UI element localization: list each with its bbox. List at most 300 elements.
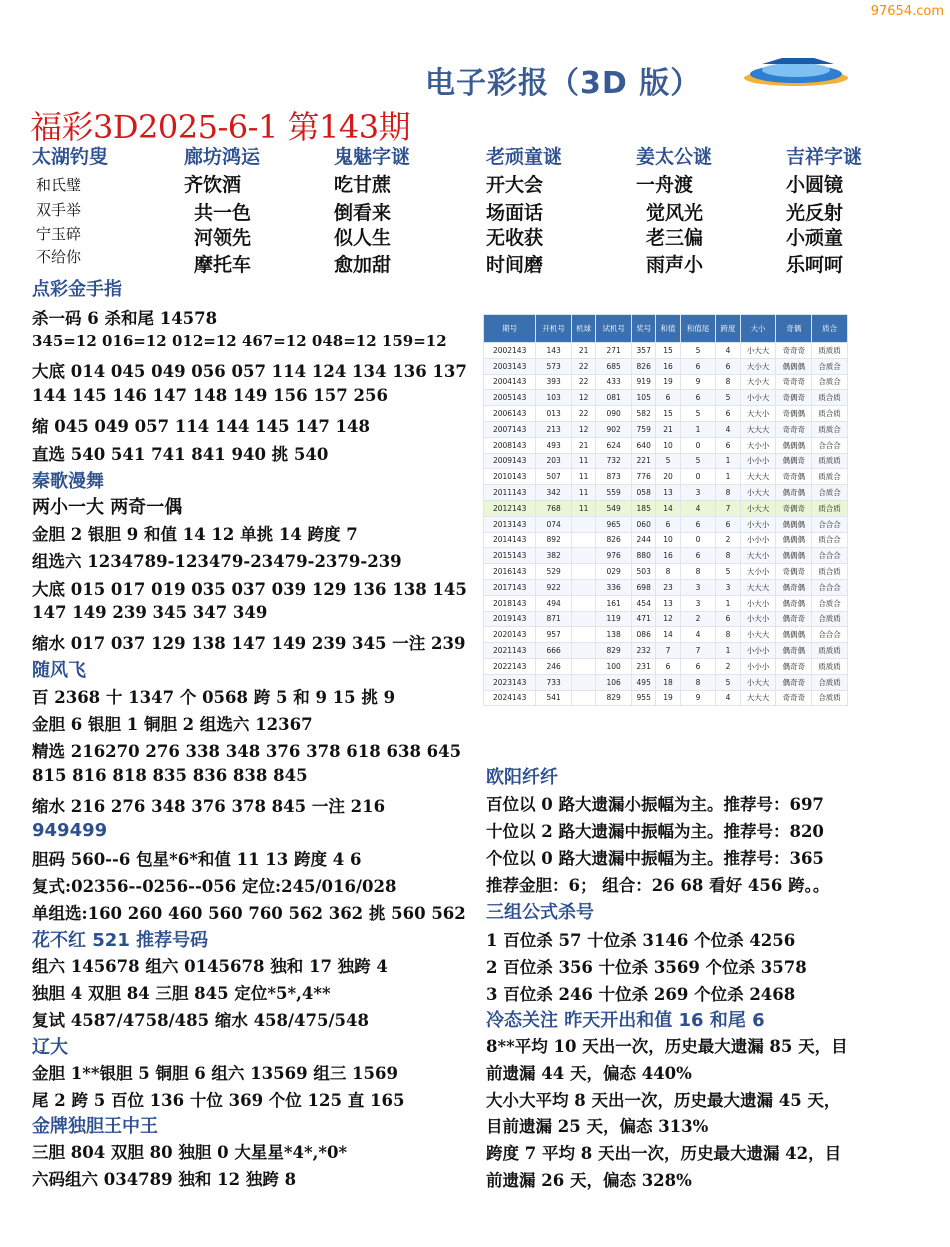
riddle-line: 和氏璧 — [36, 176, 82, 194]
table-cell: 3 — [716, 579, 740, 595]
table-cell: 偶偶偶 — [776, 358, 812, 374]
table-cell: 合合合 — [812, 579, 848, 595]
table-cell: 698 — [632, 579, 656, 595]
table-row — [484, 690, 848, 706]
table-cell: 246 — [536, 658, 572, 674]
table-cell: 偶奇奇 — [776, 611, 812, 627]
table-cell: 质质质 — [812, 658, 848, 674]
table-cell: 8 — [716, 485, 740, 501]
table-cell: 奇偶奇 — [776, 500, 812, 516]
table-cell: 14 — [656, 500, 680, 516]
table-cell: 4 — [680, 500, 716, 516]
table-cell: 大大大 — [740, 690, 776, 706]
table-cell: 偶偶奇 — [776, 453, 812, 469]
table-cell: 829 — [596, 690, 632, 706]
table-cell: 454 — [632, 595, 656, 611]
table-cell: 合质质 — [812, 674, 848, 690]
table-cell: 合质合 — [812, 485, 848, 501]
table-cell: 偶偶偶 — [776, 516, 812, 532]
table-cell: 8 — [716, 627, 740, 643]
table-cell: 偶奇偶 — [776, 595, 812, 611]
table-cell: 6 — [716, 437, 740, 453]
table-cell: 0 — [680, 437, 716, 453]
table-cell: 11 — [572, 500, 596, 516]
table-cell: 244 — [632, 532, 656, 548]
table-cell: 合质合 — [812, 358, 848, 374]
table-row — [484, 500, 848, 516]
section-line: 组选六 1234789-123479-23479-2379-239 — [32, 552, 402, 571]
table-cell: 质合合 — [812, 532, 848, 548]
table-cell: 471 — [632, 611, 656, 627]
table-cell: 合合合 — [812, 516, 848, 532]
table-row — [484, 406, 848, 422]
riddle-title-2: 廊坊鸿运 — [184, 146, 261, 168]
table-cell: 2020143 — [484, 627, 536, 643]
section-line: 金胆 1**银胆 5 铜胆 6 组六 13569 组三 1569 — [32, 1064, 398, 1083]
table-cell: 2019143 — [484, 611, 536, 627]
table-cell: 小小大 — [740, 390, 776, 406]
table-cell: 2003143 — [484, 358, 536, 374]
table-cell: 7 — [656, 643, 680, 659]
table-cell: 4 — [716, 690, 740, 706]
table-cell: 质合质 — [812, 564, 848, 580]
table-cell: 21 — [572, 437, 596, 453]
section-title: 949499 — [32, 820, 108, 841]
table-cell: 382 — [536, 548, 572, 564]
table-cell: 偶奇偶 — [776, 579, 812, 595]
table-cell: 871 — [536, 611, 572, 627]
table-cell: 342 — [536, 485, 572, 501]
section-line: 个位以 0 路大遗漏中振幅为主。推荐号：365 — [486, 849, 824, 868]
table-cell: 922 — [536, 579, 572, 595]
table-cell: 2024143 — [484, 690, 536, 706]
table-cell: 1 — [716, 595, 740, 611]
riddle-line: 共一色 — [194, 202, 252, 224]
section-line: 独胆 4 双胆 84 三胆 845 定位*5*,4** — [32, 984, 331, 1003]
table-cell: 2005143 — [484, 390, 536, 406]
table-cell: 奇奇奇 — [776, 690, 812, 706]
table-cell: 3 — [680, 595, 716, 611]
section-line: 前遗漏 44 天，偏态 440% — [486, 1064, 692, 1083]
table-cell: 6 — [716, 516, 740, 532]
table-cell: 小小小 — [740, 532, 776, 548]
issue-title: 福彩3D2025-6-1 第143期 — [30, 108, 411, 146]
table-cell: 6 — [716, 358, 740, 374]
table-cell: 2021143 — [484, 643, 536, 659]
table-cell — [572, 658, 596, 674]
table-cell: 5 — [716, 674, 740, 690]
table-cell: 185 — [632, 500, 656, 516]
riddle-line: 雨声小 — [646, 254, 704, 276]
table-cell: 221 — [632, 453, 656, 469]
table-cell: 奇奇奇 — [776, 343, 812, 359]
table-cell: 大小大 — [740, 374, 776, 390]
table-cell: 3 — [680, 579, 716, 595]
table-cell: 小大大 — [740, 343, 776, 359]
table-cell: 偶偶偶 — [776, 437, 812, 453]
riddle-line: 倒看来 — [334, 202, 392, 224]
table-cell — [572, 595, 596, 611]
section-line: 大底 015 017 019 035 037 039 129 136 138 145 — [32, 580, 467, 599]
table-cell: 433 — [596, 374, 632, 390]
table-cell: 偶奇奇 — [776, 674, 812, 690]
table-cell: 16 — [656, 548, 680, 564]
table-row — [484, 437, 848, 453]
table-cell: 103 — [536, 390, 572, 406]
table-cell: 892 — [536, 532, 572, 548]
table-cell: 偶奇偶 — [776, 485, 812, 501]
riddle-line: 小圆镜 — [786, 174, 844, 196]
table-cell: 2022143 — [484, 658, 536, 674]
table-cell: 880 — [632, 548, 656, 564]
table-cell: 11 — [572, 469, 596, 485]
table-cell: 231 — [632, 658, 656, 674]
table-cell: 7 — [716, 500, 740, 516]
section-title: 金牌独胆王中王 — [32, 1116, 158, 1137]
table-cell: 5 — [656, 453, 680, 469]
table-cell: 1 — [716, 643, 740, 659]
section-line: 3 百位杀 246 十位杀 269 个位杀 2468 — [486, 985, 796, 1004]
table-cell: 232 — [632, 643, 656, 659]
section-line: 8**平均 10 天出一次，历史最大遗漏 85 天，目 — [486, 1037, 848, 1056]
table-cell: 偶奇奇 — [776, 658, 812, 674]
table-cell: 6 — [716, 406, 740, 422]
table-cell: 大大大 — [740, 579, 776, 595]
table-cell: 小大小 — [740, 611, 776, 627]
table-cell: 8 — [716, 374, 740, 390]
table-row — [484, 532, 848, 548]
section-line: 推荐金胆：6； 组合：26 68 看好 456 跨。。 — [486, 876, 830, 895]
table-cell — [572, 627, 596, 643]
table-cell: 8 — [716, 548, 740, 564]
table-cell: 100 — [596, 658, 632, 674]
column-header: 和值尾 — [680, 315, 716, 343]
table-cell: 大大小 — [740, 406, 776, 422]
table-cell: 4 — [716, 421, 740, 437]
riddle-title-3: 鬼魅字谜 — [334, 146, 411, 168]
table-row — [484, 627, 848, 643]
table-cell: 12 — [656, 611, 680, 627]
table-cell: 393 — [536, 374, 572, 390]
history-table-header — [484, 315, 848, 343]
riddle-line: 小顽童 — [786, 227, 844, 249]
table-cell: 826 — [596, 532, 632, 548]
riddle-line: 时间磨 — [486, 254, 544, 276]
table-cell: 6 — [680, 516, 716, 532]
table-cell: 小大小 — [740, 595, 776, 611]
table-cell: 2018143 — [484, 595, 536, 611]
table-row — [484, 469, 848, 485]
table-cell: 161 — [596, 595, 632, 611]
table-cell: 16 — [656, 358, 680, 374]
table-cell: 213 — [536, 421, 572, 437]
section-line: 杀一码 6 杀和尾 14578 — [32, 309, 218, 328]
table-cell: 6 — [656, 516, 680, 532]
table-cell: 19 — [656, 690, 680, 706]
table-cell: 768 — [536, 500, 572, 516]
table-cell: 质合质 — [812, 500, 848, 516]
table-cell: 合合合 — [812, 627, 848, 643]
table-cell: 529 — [536, 564, 572, 580]
table-cell: 582 — [632, 406, 656, 422]
riddle-line: 场面话 — [486, 202, 544, 224]
table-cell: 7 — [680, 643, 716, 659]
riddle-line: 一舟渡 — [636, 174, 694, 196]
table-cell: 奇偶奇 — [776, 564, 812, 580]
table-cell: 19 — [656, 374, 680, 390]
table-row — [484, 485, 848, 501]
table-cell — [572, 516, 596, 532]
table-cell: 2012143 — [484, 500, 536, 516]
table-cell: 1 — [716, 453, 740, 469]
riddle-title-5: 姜太公谜 — [636, 146, 713, 168]
section-title: 秦歌漫舞 — [32, 471, 104, 492]
table-cell: 5 — [680, 406, 716, 422]
table-cell: 合质合 — [812, 374, 848, 390]
table-row — [484, 343, 848, 359]
table-cell: 5 — [680, 343, 716, 359]
table-row — [484, 374, 848, 390]
section-line: 六码组六 034789 独和 12 独跨 8 — [32, 1170, 297, 1189]
table-cell: 22 — [572, 374, 596, 390]
table-cell: 541 — [536, 690, 572, 706]
table-cell: 合合合 — [812, 437, 848, 453]
section-line: 缩水 216 276 348 376 378 845 一注 216 — [32, 797, 386, 816]
table-cell: 271 — [596, 343, 632, 359]
table-cell: 902 — [596, 421, 632, 437]
section-title: 花不红 521 推荐号码 — [32, 930, 209, 951]
table-row — [484, 516, 848, 532]
table-cell: 9 — [680, 690, 716, 706]
table-row — [484, 390, 848, 406]
table-cell: 6 — [680, 390, 716, 406]
table-row — [484, 595, 848, 611]
table-cell: 21 — [572, 343, 596, 359]
table-cell: 2014143 — [484, 532, 536, 548]
table-cell — [572, 643, 596, 659]
table-cell: 大大大 — [740, 421, 776, 437]
table-cell: 143 — [536, 343, 572, 359]
table-cell: 奇偶偶 — [776, 406, 812, 422]
column-header: 和值 — [656, 315, 680, 343]
riddle-line: 齐饮酒 — [184, 174, 242, 196]
table-cell: 11 — [572, 485, 596, 501]
table-cell: 偶偶偶 — [776, 627, 812, 643]
table-cell: 203 — [536, 453, 572, 469]
table-cell: 15 — [656, 343, 680, 359]
table-cell: 6 — [656, 390, 680, 406]
table-cell: 5 — [716, 564, 740, 580]
table-cell: 14 — [656, 627, 680, 643]
table-row — [484, 611, 848, 627]
table-cell: 976 — [596, 548, 632, 564]
table-cell: 偶偶偶 — [776, 532, 812, 548]
table-cell — [572, 532, 596, 548]
riddle-title-6: 吉祥字谜 — [786, 146, 863, 168]
table-cell: 5 — [680, 453, 716, 469]
section-title: 点彩金手指 — [32, 279, 122, 300]
table-cell: 1 — [680, 421, 716, 437]
section-line: 大小大平均 8 天出一次，历史最大遗漏 45 天， — [486, 1091, 841, 1110]
table-cell: 029 — [596, 564, 632, 580]
table-cell: 偶奇偶 — [776, 643, 812, 659]
lottery-logo — [742, 52, 850, 90]
table-cell: 质质质 — [812, 343, 848, 359]
table-cell: 8 — [656, 564, 680, 580]
table-cell: 624 — [596, 437, 632, 453]
table-cell: 493 — [536, 437, 572, 453]
table-cell: 573 — [536, 358, 572, 374]
table-cell: 2013143 — [484, 516, 536, 532]
column-header: 跨度 — [716, 315, 740, 343]
table-cell: 086 — [632, 627, 656, 643]
table-cell: 4 — [680, 627, 716, 643]
section-line: 跨度 7 平均 8 天出一次，历史最大遗漏 42，目 — [486, 1144, 842, 1163]
table-cell: 12 — [572, 421, 596, 437]
table-cell: 小大大 — [740, 485, 776, 501]
table-cell: 奇偶奇 — [776, 390, 812, 406]
table-row — [484, 658, 848, 674]
column-header: 大小 — [740, 315, 776, 343]
table-cell: 大大大 — [740, 469, 776, 485]
table-cell: 大大小 — [740, 548, 776, 564]
table-row — [484, 579, 848, 595]
table-cell: 957 — [536, 627, 572, 643]
table-cell — [572, 548, 596, 564]
table-cell: 090 — [596, 406, 632, 422]
site-watermark: 97654.com — [870, 4, 944, 19]
table-cell: 奇奇奇 — [776, 374, 812, 390]
table-cell: 060 — [632, 516, 656, 532]
table-cell: 826 — [632, 358, 656, 374]
table-cell: 9 — [680, 374, 716, 390]
table-cell: 6 — [680, 548, 716, 564]
table-cell: 503 — [632, 564, 656, 580]
section-line: 三胆 804 双胆 80 独胆 0 大星星*4*,*0* — [32, 1143, 348, 1162]
table-cell: 495 — [632, 674, 656, 690]
table-cell: 23 — [656, 579, 680, 595]
table-row — [484, 421, 848, 437]
section-line: 345=12 016=12 012=12 467=12 048=12 159=12 — [32, 332, 447, 350]
table-cell: 965 — [596, 516, 632, 532]
riddle-line: 开大会 — [486, 174, 544, 196]
section-line: 复式:02356--0256--056 定位:245/016/028 — [32, 877, 397, 896]
table-cell: 2 — [680, 611, 716, 627]
table-cell: 074 — [536, 516, 572, 532]
table-cell: 2002143 — [484, 343, 536, 359]
section-line: 精选 216270 276 338 348 376 378 618 638 645 — [32, 742, 462, 761]
table-cell: 4 — [716, 343, 740, 359]
table-cell: 549 — [596, 500, 632, 516]
section-line: 百位以 0 路大遗漏小振幅为主。推荐号：697 — [486, 795, 824, 814]
table-cell: 22 — [572, 406, 596, 422]
table-cell: 0 — [680, 532, 716, 548]
column-header: 试机号 — [596, 315, 632, 343]
table-cell: 106 — [596, 674, 632, 690]
table-cell: 2009143 — [484, 453, 536, 469]
table-cell: 2006143 — [484, 406, 536, 422]
column-header: 开机号 — [536, 315, 572, 343]
table-cell: 357 — [632, 343, 656, 359]
table-cell: 640 — [632, 437, 656, 453]
section-line: 复试 4587/4758/485 缩水 458/475/548 — [32, 1011, 369, 1030]
table-cell: 494 — [536, 595, 572, 611]
section-line: 缩 045 049 057 114 144 145 147 148 — [32, 417, 370, 436]
table-cell: 小小小 — [740, 658, 776, 674]
table-cell: 合质质 — [812, 611, 848, 627]
table-cell: 8 — [680, 674, 716, 690]
table-cell: 大小小 — [740, 437, 776, 453]
table-cell: 质合质 — [812, 406, 848, 422]
section-line: 十位以 2 路大遗漏中振幅为主。推荐号：820 — [486, 822, 824, 841]
table-cell: 2016143 — [484, 564, 536, 580]
table-cell: 偶偶偶 — [776, 548, 812, 564]
table-cell: 2023143 — [484, 674, 536, 690]
section-line: 金胆 2 银胆 9 和值 14 12 单挑 14 跨度 7 — [32, 525, 358, 544]
table-cell: 119 — [596, 611, 632, 627]
riddle-line: 光反射 — [786, 202, 844, 224]
table-cell: 776 — [632, 469, 656, 485]
table-cell: 小大小 — [740, 516, 776, 532]
table-cell: 18 — [656, 674, 680, 690]
table-cell: 13 — [656, 485, 680, 501]
table-cell: 2 — [716, 532, 740, 548]
table-cell — [572, 674, 596, 690]
table-cell: 955 — [632, 690, 656, 706]
table-cell: 559 — [596, 485, 632, 501]
table-cell: 829 — [596, 643, 632, 659]
riddle-line: 双手举 — [36, 201, 82, 219]
table-cell: 小小小 — [740, 453, 776, 469]
table-cell: 6 — [680, 658, 716, 674]
table-cell: 20 — [656, 469, 680, 485]
table-cell: 058 — [632, 485, 656, 501]
table-cell: 奇奇偶 — [776, 469, 812, 485]
table-cell: 奇奇奇 — [776, 421, 812, 437]
section-line: 147 149 239 345 347 349 — [32, 603, 268, 622]
table-row — [484, 564, 848, 580]
table-cell: 336 — [596, 579, 632, 595]
table-cell: 732 — [596, 453, 632, 469]
section-line: 1 百位杀 57 十位杀 3146 个位杀 4256 — [486, 931, 796, 950]
table-cell — [572, 564, 596, 580]
table-row — [484, 358, 848, 374]
table-cell: 3 — [680, 485, 716, 501]
section-line: 缩水 017 037 129 138 147 149 239 345 一注 239 — [32, 634, 466, 653]
table-cell — [572, 690, 596, 706]
section-line: 前遗漏 26 天，偏态 328% — [486, 1171, 692, 1190]
page-header-title: 电子彩报（3D 版） — [425, 66, 702, 101]
table-cell — [572, 611, 596, 627]
riddle-line: 摩托车 — [194, 254, 252, 276]
riddle-line: 觉风光 — [646, 202, 704, 224]
table-cell: 685 — [596, 358, 632, 374]
table-row — [484, 643, 848, 659]
table-cell: 13 — [656, 595, 680, 611]
section-line: 144 145 146 147 148 149 156 157 256 — [32, 386, 388, 405]
section-line: 百 2368 十 1347 个 0568 跨 5 和 9 15 挑 9 — [32, 688, 396, 707]
section-line: 大底 014 045 049 056 057 114 124 134 136 137 — [32, 362, 467, 381]
table-cell: 081 — [596, 390, 632, 406]
table-cell: 6 — [656, 658, 680, 674]
table-cell: 2007143 — [484, 421, 536, 437]
section-line: 815 816 818 835 836 838 845 — [32, 766, 308, 785]
table-cell: 小小小 — [740, 643, 776, 659]
riddle-line: 无收获 — [486, 227, 544, 249]
riddle-title-4: 老顽童谜 — [486, 146, 563, 168]
table-cell: 10 — [656, 437, 680, 453]
table-cell: 8 — [680, 564, 716, 580]
